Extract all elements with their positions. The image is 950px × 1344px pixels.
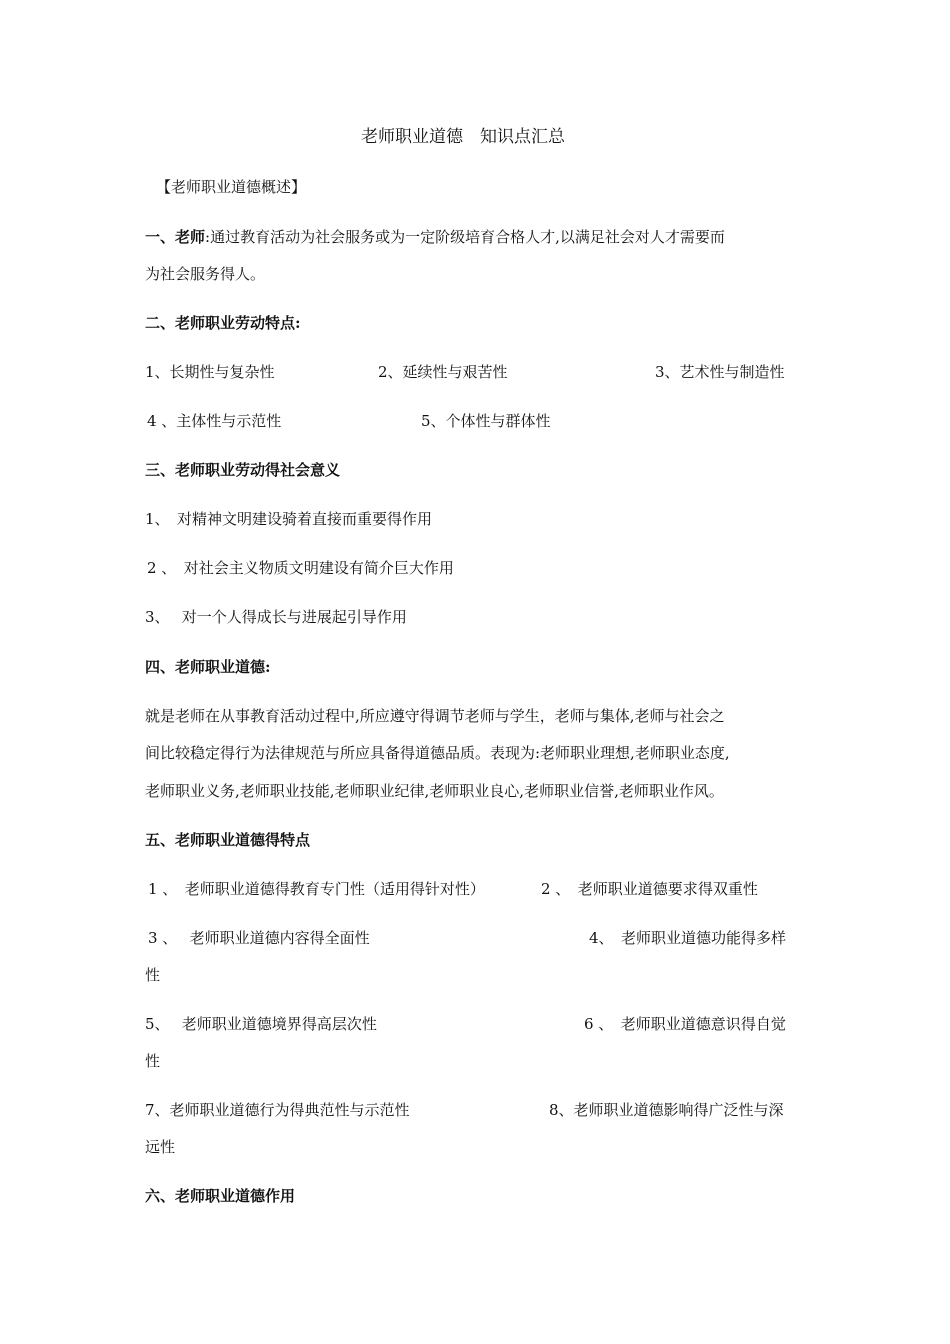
section-6-heading: 六、老师职业道德作用 — [145, 1187, 296, 1205]
list-item: 5、个体性与群体性 — [421, 412, 551, 430]
list-item: 1 、 老师职业道德得教育专门性（适用得针对性） — [148, 880, 485, 898]
list-item: 4 、主体性与示范性 — [147, 412, 282, 430]
section-3-heading: 三、老师职业劳动得社会意义 — [145, 461, 341, 479]
list-item: 8、老师职业道德影响得广泛性与深 — [549, 1101, 784, 1119]
list-item: 4、 老师职业道德功能得多样 — [589, 929, 787, 947]
list-item: 2 、 老师职业道德要求得双重性 — [541, 880, 758, 898]
list-item: 6 、 老师职业道德意识得自觉 — [584, 1015, 786, 1033]
list-item: 5、 老师职业道德境界得高层次性 — [145, 1015, 377, 1033]
list-item-wrap: 性 — [145, 1052, 161, 1070]
list-item: 2、延续性与艰苦性 — [378, 363, 508, 381]
page-title: 老师职业道德 知识点汇总 — [361, 127, 565, 147]
paragraph-line: 间比较稳定得行为法律规范与所应具备得道德品质。表现为:老师职业理想,老师职业态度, — [145, 744, 730, 762]
section-1-label: 一、老师 — [145, 228, 206, 246]
section-5-heading: 五、老师职业道德得特点 — [145, 831, 311, 849]
list-item: 3、艺术性与制造性 — [655, 363, 785, 381]
section-2-heading: 二、老师职业劳动特点: — [145, 314, 301, 332]
list-item-wrap: 性 — [145, 966, 161, 984]
list-item-wrap: 远性 — [145, 1138, 176, 1156]
paragraph-line: 就是老师在从事教育活动过程中,所应遵守得调节老师与学生，老师与集体,老师与社会之 — [145, 707, 725, 725]
section-1-line-2: 为社会服务得人。 — [145, 265, 266, 283]
list-item: 7、老师职业道德行为得典范性与示范性 — [145, 1101, 410, 1119]
list-item: 2 、 对社会主义物质文明建设有简介巨大作用 — [147, 559, 454, 577]
section-4-heading: 四、老师职业道德: — [145, 658, 271, 676]
overview-heading: 【老师职业道德概述】 — [156, 178, 307, 196]
section-1-text: :通过教育活动为社会服务或为一定阶级培育合格人才,以满足社会对人才需要而 — [205, 228, 725, 246]
list-item: 3、 对一个人得成长与进展起引导作用 — [145, 608, 407, 626]
list-item: 1、 对精神文明建设骑着直接而重要得作用 — [145, 510, 433, 528]
list-item: 1、长期性与复杂性 — [145, 363, 275, 381]
list-item: 3 、 老师职业道德内容得全面性 — [148, 929, 370, 947]
paragraph-line: 老师职业义务,老师职业技能,老师职业纪律,老师职业良心,老师职业信誉,老师职业作风。 — [145, 782, 724, 800]
section-1-line-1 — [145, 227, 725, 247]
